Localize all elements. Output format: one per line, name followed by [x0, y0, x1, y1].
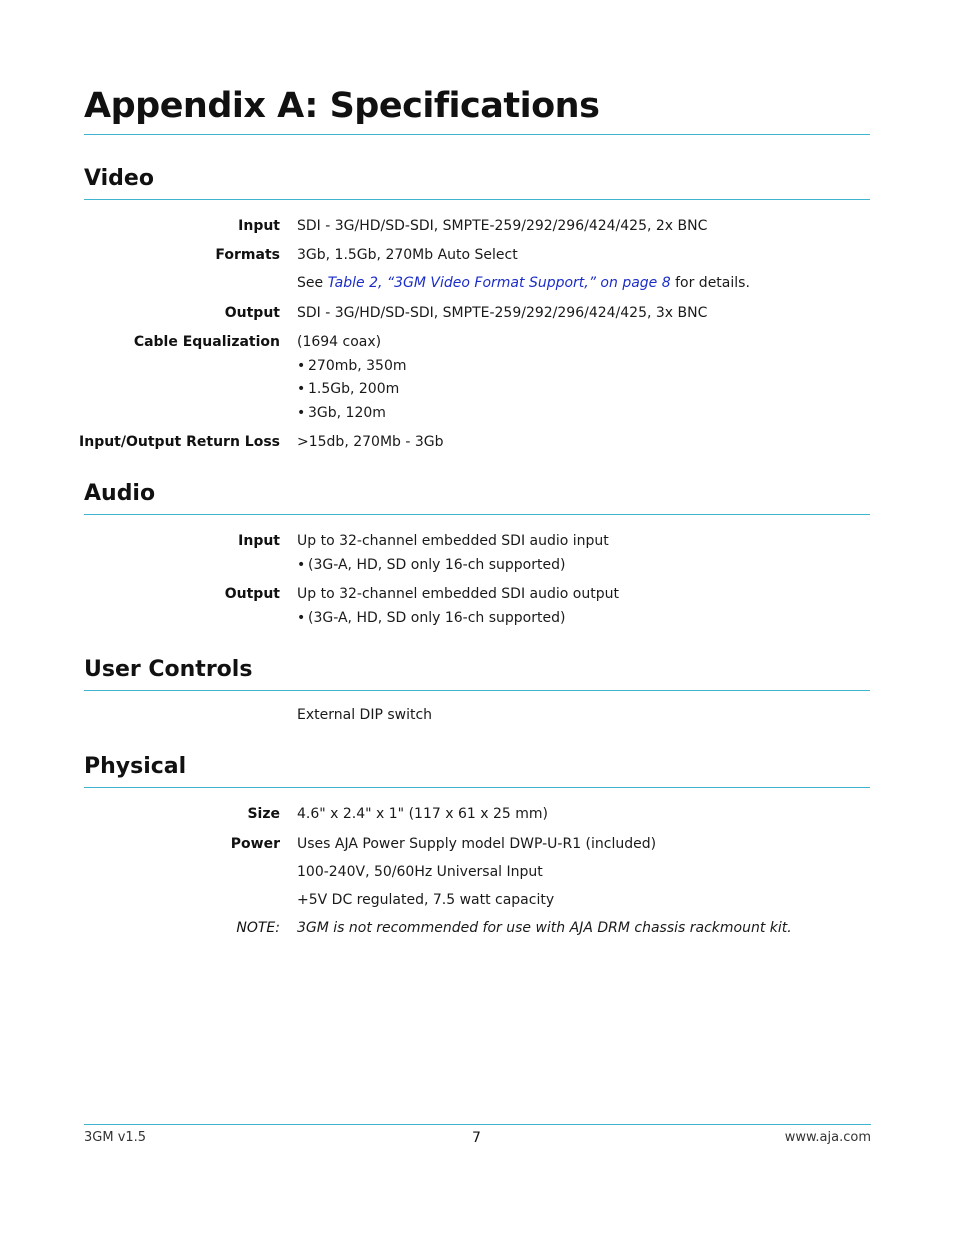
physical-power-label: Power: [230, 836, 280, 852]
footer-doc-version: 3GM v1.5: [84, 1130, 147, 1145]
audio-output-value: Up to 32-channel embedded SDI audio output: [297, 586, 619, 602]
list-item: • (3G-A, HD, SD only 16-ch supported): [297, 557, 566, 573]
video-output-label: Output: [224, 305, 280, 321]
table-2-link[interactable]: Table 2, “3GM Video Format Support,” on page 8: [327, 275, 671, 291]
section-title-user-controls: User Controls: [84, 657, 253, 682]
section-rule-user-controls: [84, 690, 870, 691]
list-item: • (3G-A, HD, SD only 16-ch supported): [297, 610, 566, 626]
section-title-physical: Physical: [84, 754, 187, 779]
section-title-video: Video: [84, 166, 154, 191]
section-rule-video: [84, 199, 870, 200]
audio-input-label: Input: [238, 533, 280, 549]
list-item: • 1.5Gb, 200m: [297, 381, 400, 397]
video-output-value: SDI - 3G/HD/SD-SDI, SMPTE-259/292/296/424/425, 3x BNC: [297, 305, 708, 321]
audio-input-value: Up to 32-channel embedded SDI audio input: [297, 533, 609, 549]
physical-size-value: 4.6" x 2.4" x 1" (117 x 61 x 25 mm): [297, 806, 548, 822]
title-rule: [84, 134, 870, 135]
physical-power-value: 100-240V, 50/60Hz Universal Input: [297, 864, 543, 880]
physical-power-value: +5V DC regulated, 7.5 watt capacity: [297, 892, 555, 908]
video-cable-value: (1694 coax): [297, 334, 382, 350]
video-formats-see-line: [297, 275, 750, 291]
user-controls-value: External DIP switch: [297, 707, 433, 723]
see-prefix: See: [297, 275, 328, 291]
video-input-label: Input: [238, 218, 280, 234]
video-input-value: SDI - 3G/HD/SD-SDI, SMPTE-259/292/296/424/425, 2x BNC: [297, 218, 708, 234]
note-text: 3GM is not recommended for use with AJA DRM chassis rackmount kit.: [297, 920, 792, 936]
audio-output-label: Output: [224, 586, 280, 602]
footer-rule: [84, 1124, 871, 1125]
video-return-loss-value: >15db, 270Mb - 3Gb: [297, 434, 444, 450]
section-rule-audio: [84, 514, 870, 515]
video-return-loss-label: Input/Output Return Loss: [79, 434, 280, 450]
video-cable-label: Cable Equalization: [133, 334, 280, 350]
page-title: Appendix A: Specifications: [84, 86, 600, 126]
footer-website[interactable]: www.aja.com: [784, 1130, 871, 1145]
section-rule-physical: [84, 787, 870, 788]
section-title-audio: Audio: [84, 481, 156, 506]
physical-power-value: Uses AJA Power Supply model DWP-U-R1 (included): [297, 836, 657, 852]
video-formats-label: Formats: [215, 247, 280, 263]
list-item: • 270mb, 350m: [297, 358, 407, 374]
note-label: NOTE:: [236, 920, 280, 936]
see-suffix: for details.: [670, 275, 750, 291]
list-item: • 3Gb, 120m: [297, 405, 386, 421]
footer-page-number: 7: [472, 1130, 481, 1146]
video-formats-value: 3Gb, 1.5Gb, 270Mb Auto Select: [297, 247, 518, 263]
physical-size-label: Size: [247, 806, 280, 822]
